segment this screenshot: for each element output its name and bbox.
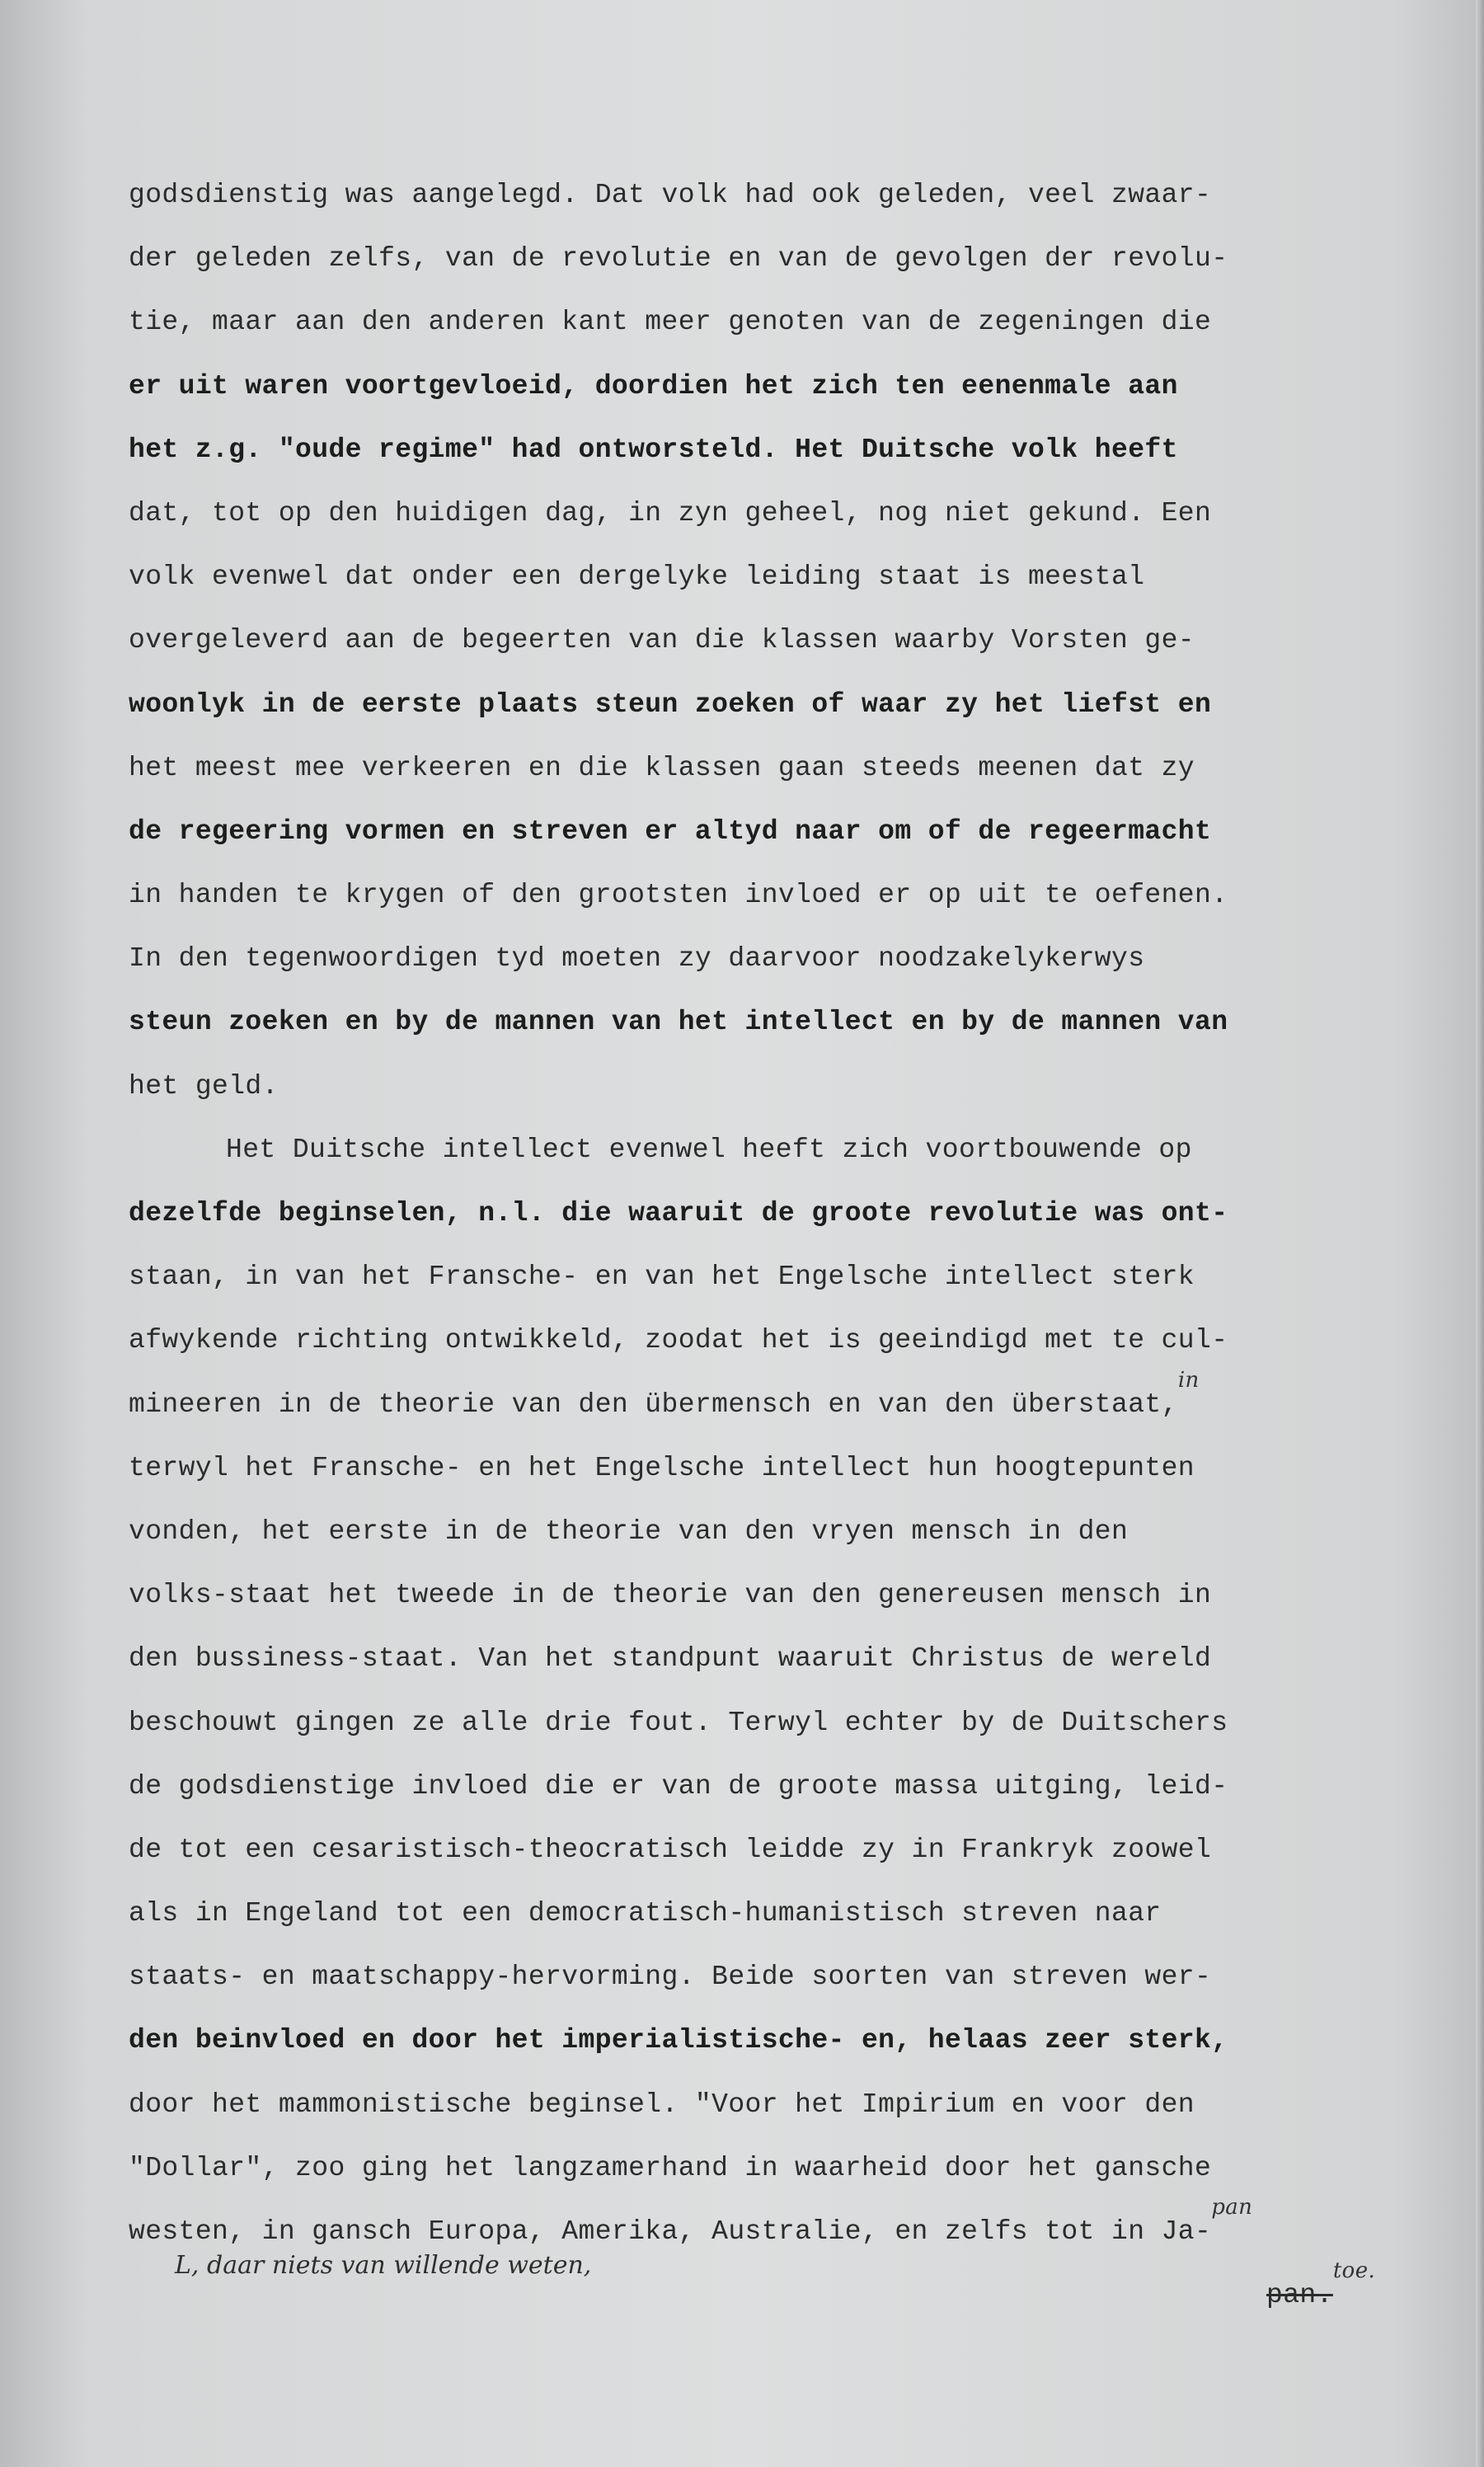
text-line-content: staats- en maatschappy-hervorming. Beide soorten van streven wer- bbox=[129, 1962, 1212, 1993]
text-line-content: door het mammonistische beginsel. "Voor het Impirium en voor den bbox=[129, 2089, 1195, 2120]
text-line bbox=[129, 927, 1365, 990]
text-line bbox=[129, 1818, 1365, 1882]
text-line bbox=[129, 2136, 1365, 2200]
handwritten-note: L, daar niets van willende weten, bbox=[175, 2251, 592, 2280]
inserted-word: in bbox=[1177, 1367, 1200, 1393]
text-line-content: het meest mee verkeeren en die klassen gaan steeds meenen dat zy bbox=[129, 752, 1195, 783]
text-line bbox=[129, 290, 1365, 354]
text-line-content: den bussiness-staat. Van het standpunt waaruit Christus de wereld bbox=[129, 1643, 1212, 1675]
text-line bbox=[129, 227, 1365, 290]
text-line-content: de regeering vormen en streven er altyd naar om of de regeermacht bbox=[129, 815, 1212, 847]
text-line-content: Het Duitsche intellect evenwel heeft zich voortbouwende op bbox=[226, 1134, 1192, 1165]
text-line bbox=[129, 1691, 1365, 1755]
text-line bbox=[129, 736, 1365, 800]
text-line-content: steun zoeken en by de mannen van het intellect en by de mannen van bbox=[129, 1007, 1228, 1038]
typed-text-body bbox=[129, 163, 1376, 2327]
text-line bbox=[129, 609, 1365, 672]
text-line-content: terwyl het Fransche- en het Engelsche intellect hun hoogtepunten bbox=[129, 1452, 1195, 1483]
text-line-content: overgeleverd aan de begeerten van die klassen waarby Vorsten ge- bbox=[129, 625, 1195, 656]
text-line bbox=[129, 1627, 1365, 1690]
margin-insertion: pan bbox=[1211, 2195, 1253, 2220]
text-line bbox=[129, 1055, 1365, 1118]
text-line bbox=[129, 1882, 1365, 1945]
text-line-content: in handen te krygen of den grootsten invloed er op uit te oefenen. bbox=[129, 880, 1228, 911]
text-line-content: godsdienstig was aangelegd. Dat volk had ook geleden, veel zwaar- bbox=[129, 180, 1212, 210]
text-line-content: tie, maar aan den anderen kant meer genoten van de zegeningen die bbox=[129, 307, 1212, 338]
text-line-content: pan. bbox=[1266, 2280, 1333, 2311]
text-line bbox=[129, 1182, 1365, 1245]
text-line bbox=[129, 1500, 1365, 1563]
text-line-content: der geleden zelfs, van de revolutie en van de gevolgen der revolu- bbox=[129, 243, 1228, 275]
text-line bbox=[129, 673, 1365, 736]
text-line bbox=[129, 1436, 1365, 1500]
text-line-content: het geld. bbox=[129, 1070, 279, 1102]
text-line bbox=[129, 418, 1365, 482]
text-line bbox=[129, 800, 1365, 863]
text-line-content: woonlyk in de eerste plaats steun zoeken of waar zy het liefst en bbox=[129, 688, 1212, 720]
text-line-content: volk evenwel dat onder een dergelyke leiding staat is meestal bbox=[129, 562, 1145, 593]
text-line bbox=[129, 1563, 1365, 1627]
text-line bbox=[129, 1367, 1365, 1436]
margin-insertion: toe. bbox=[1332, 2258, 1376, 2284]
text-line bbox=[129, 1309, 1365, 1372]
text-line bbox=[129, 1118, 1365, 1182]
text-line-content: de tot een cesaristisch-theocratisch leidde zy in Frankryk zoowel bbox=[129, 1834, 1212, 1865]
text-line-content: dezelfde beginselen, n.l. die waaruit de groote revolutie was ont- bbox=[129, 1198, 1228, 1229]
text-line-content: "Dollar", zoo ging het langzamerhand in waarheid door het gansche bbox=[129, 2152, 1212, 2183]
text-line-content: er uit waren voortgevloeid, doordien het zich ten eenenmale aan bbox=[129, 370, 1178, 402]
text-line-content: mineeren in de theorie van den übermensch en van den überstaat, bbox=[129, 1389, 1178, 1420]
text-line bbox=[129, 2009, 1365, 2072]
text-line bbox=[129, 163, 1365, 227]
text-line bbox=[129, 1755, 1365, 1818]
text-line-content: westen, in gansch Europa, Amerika, Australie, en zelfs tot in Ja- bbox=[129, 2216, 1212, 2247]
text-line bbox=[129, 355, 1365, 418]
text-line bbox=[129, 863, 1365, 927]
text-line-content: afwykende richting ontwikkeld, zoodat het is geeindigd met te cul- bbox=[129, 1325, 1228, 1356]
text-line bbox=[129, 545, 1365, 609]
text-line bbox=[129, 482, 1365, 545]
text-line bbox=[129, 1945, 1365, 2009]
text-line-content: het z.g. "oude regime" had ontworsteld. Het Duitsche volk heeft bbox=[129, 434, 1178, 465]
text-line-content: de godsdienstige invloed die er van de groote massa uitging, leid- bbox=[129, 1770, 1228, 1802]
text-line-content: In den tegenwoordigen tyd moeten zy daarvoor noodzakelykerwys bbox=[129, 943, 1145, 975]
text-line bbox=[129, 990, 1365, 1054]
text-line-content: als in Engeland tot een democratisch-humanistisch streven naar bbox=[129, 1898, 1162, 1929]
text-line-content: beschouwt gingen ze alle drie fout. Terwyl echter by de Duitschers bbox=[129, 1707, 1228, 1738]
text-line bbox=[129, 2073, 1365, 2136]
text-line-content: den beinvloed en door het imperialistische- en, helaas zeer sterk, bbox=[129, 2025, 1228, 2056]
page-edge-shadow bbox=[1476, 0, 1484, 2467]
text-line-content: dat, tot op den huidigen dag, in zyn geheel, nog niet gekund. Een bbox=[129, 497, 1212, 529]
text-line-content: vonden, het eerste in de theorie van den vryen mensch in den bbox=[129, 1515, 1129, 1547]
text-line-content: volks-staat het tweede in de theorie van den genereusen mensch in bbox=[129, 1580, 1212, 1611]
text-line bbox=[129, 1245, 1365, 1309]
text-line-content: staan, in van het Fransche- en van het Engelsche intellect sterk bbox=[129, 1262, 1195, 1293]
